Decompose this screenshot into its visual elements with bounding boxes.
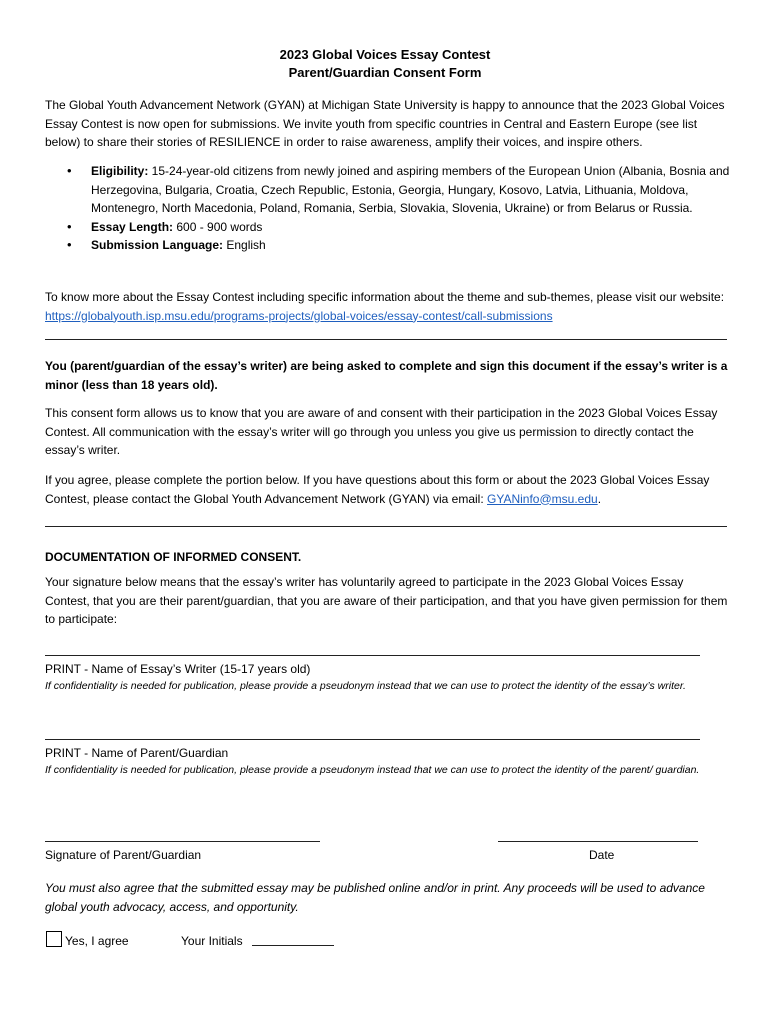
bullet-essay-length — [45, 218, 730, 237]
bullet-label: Submission Language: — [91, 238, 224, 252]
contact-email-link[interactable]: GYANinfo@msu.edu — [487, 491, 598, 506]
signature-label: Signature of Parent/Guardian — [45, 848, 202, 862]
bullet-submission-language — [45, 236, 730, 255]
bullet-text: English — [223, 238, 266, 252]
initials-line[interactable] — [252, 945, 334, 946]
initials-label: Your Initials — [181, 934, 243, 948]
bullet-text: 15-24-year-old citizens from newly joined and aspiring members of the European Union (Albania, Bosnia and Herzegovina, Bulgaria, Croatia, Czech Republic, Estonia, Georgia, Hungary, Kosovo, Latvia, Lithuania, Moldova, Montenegro, North Macedonia, Poland, Romania, Serbia, Slovakia, Slovenia, Ukraine) or from Belarus or Russia. — [91, 164, 730, 215]
documentation-text: Your signature below means that the essay’s writer has voluntarily agreed to participate in the 2023 Global Voices Essay Contest, that you are their parent/guardian, that you are aware of their participation, and that you have given permission for them to participate: — [45, 575, 728, 626]
contest-details-list — [45, 162, 730, 255]
writer-confidentiality-note: If confidentiality is needed for publication, please provide a pseudonym instead that we can use to protect the identity of the essay’s writer. — [45, 680, 686, 692]
contact-paragraph — [45, 471, 730, 508]
guardian-name-line[interactable] — [45, 739, 700, 740]
page-subtitle: Parent/Guardian Consent Form — [288, 65, 482, 80]
section-divider — [45, 339, 727, 340]
agree-label: Yes, I agree — [65, 934, 129, 948]
contest-website-link[interactable]: https://globalyouth.isp.msu.edu/programs-projects/global-voices/essay-contest/call-submissions — [45, 308, 553, 323]
publication-agreement-text: You must also agree that the submitted essay may be published online and/or in print. Any proceeds will be used to advance global youth advocacy, access, and opportunity. — [45, 881, 705, 914]
more-info-paragraph — [45, 288, 730, 325]
contact-text: If you agree, please complete the portion below. If you have questions about this form or about the 2023 Global Voices Essay Contest, please contact the Global Youth Advancement Network (GYAN) via email: — [45, 473, 710, 506]
bullet-text: 600 - 900 words — [173, 219, 263, 234]
agree-checkbox[interactable] — [46, 931, 62, 947]
contact-suffix: . — [597, 491, 602, 506]
bullet-label: Eligibility: — [91, 164, 149, 178]
bullet-label: Essay Length: — [91, 219, 174, 234]
writer-name-line[interactable] — [45, 655, 700, 656]
section-divider — [45, 526, 727, 527]
consent-notice: You (parent/guardian of the essay’s writer) are being asked to complete and sign this document if the essay’s writer is a minor (less than 18 years old). — [45, 359, 728, 392]
guardian-confidentiality-note: If confidentiality is needed for publication, please provide a pseudonym instead that we can use to protect the identity of the parent/ guardian. — [45, 764, 700, 776]
intro-paragraph: The Global Youth Advancement Network (GYAN) at Michigan State University is happy to announce that the 2023 Global Voices Essay Contest is now open for submissions. We invite youth from specific countries in Central and Eastern Europe (see list below) to share their stories of RESILIENCE in order to raise awareness, amplify their voices, and inspire others. — [45, 98, 725, 149]
bullet-eligibility — [45, 162, 730, 218]
writer-name-label: PRINT - Name of Essay’s Writer (15-17 years old) — [45, 662, 311, 676]
signature-line[interactable] — [45, 841, 320, 842]
guardian-name-label: PRINT - Name of Parent/Guardian — [45, 746, 229, 760]
more-info-text: To know more about the Essay Contest including specific information about the theme and sub-themes, please visit our website: — [45, 290, 725, 304]
date-line[interactable] — [498, 841, 698, 842]
documentation-heading: DOCUMENTATION OF INFORMED CONSENT. — [45, 550, 302, 564]
page-title: 2023 Global Voices Essay Contest — [279, 47, 491, 62]
consent-description: This consent form allows us to know that you are aware of and consent with their participation in the 2023 Global Voices Essay Contest. All communication with the essay’s writer will go through you unless you give us permission to directly contact the essay’s writer. — [45, 406, 718, 457]
date-label: Date — [589, 848, 615, 862]
